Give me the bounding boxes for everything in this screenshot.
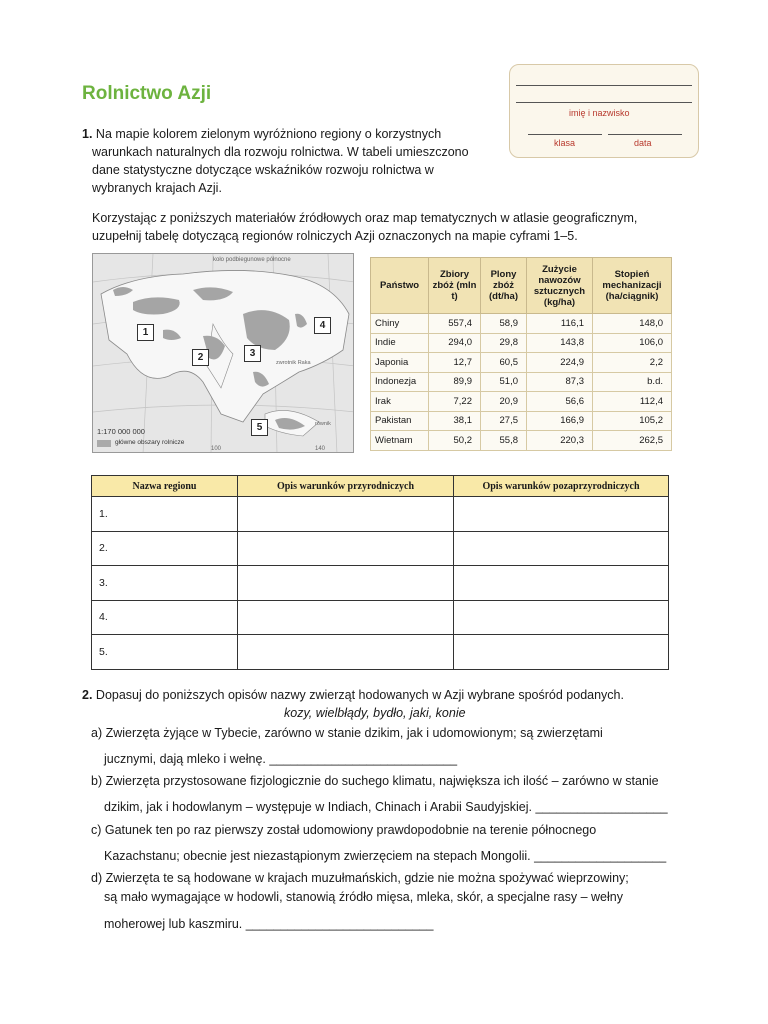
item-b-answer[interactable]: dzikim, jak i hodowlanym – występuje w Indiach, Chinach i Arabii Saudyjskiej. ___________________	[104, 800, 668, 814]
table-cell: 56,6	[527, 392, 593, 412]
table-cell: 166,9	[527, 411, 593, 431]
region-number[interactable]: 1.	[92, 497, 238, 532]
longitude-tick: 100	[211, 446, 222, 452]
table-cell: 60,5	[481, 353, 527, 373]
student-info-box	[509, 64, 699, 158]
table-cell: 294,0	[429, 333, 481, 353]
table-row	[92, 600, 669, 635]
table-cell: Wietnam	[371, 431, 429, 451]
table-cell: 27,5	[481, 411, 527, 431]
class-line[interactable]	[528, 134, 602, 135]
non-natural-conditions-cell[interactable]	[454, 600, 669, 635]
question-text: Dopasuj do poniższych opisów nazwy zwierząt hodowanych w Azji wybrane spośród podanych.	[95, 688, 624, 702]
table-row	[371, 372, 672, 392]
region-number[interactable]: 4.	[92, 600, 238, 635]
table-cell: Indie	[371, 333, 429, 353]
region-number[interactable]: 2.	[92, 531, 238, 566]
map-legend: główne obszary rolnicze	[115, 439, 185, 446]
table-cell: b.d.	[593, 372, 672, 392]
date-label: data	[634, 138, 652, 148]
tropic-label: zwrotnik Raka	[276, 360, 311, 366]
item-d-line2: są mało wymagające w hodowli, stanowią źródło mięsa, mleka, skór, a specjalne rasy – wełny	[104, 890, 623, 904]
question-text: dane statystyczne dotyczące wskaźników rozwoju rolnictwa w	[92, 163, 434, 177]
table-cell: 105,2	[593, 411, 672, 431]
column-header: Opis warunków pozaprzyrodniczych	[454, 476, 669, 497]
non-natural-conditions-cell[interactable]	[454, 531, 669, 566]
table-cell: 106,0	[593, 333, 672, 353]
name-line-2[interactable]	[516, 102, 692, 103]
column-header: Zbiory zbóż (mln t)	[429, 258, 481, 314]
non-natural-conditions-cell[interactable]	[454, 497, 669, 532]
table-cell: 89,9	[429, 372, 481, 392]
question-1-instruction	[92, 209, 637, 245]
map-marker-4: 4	[314, 317, 331, 334]
column-header: Plony zbóż (dt/ha)	[481, 258, 527, 314]
table-row	[92, 566, 669, 601]
table-cell: 51,0	[481, 372, 527, 392]
table-cell: 29,8	[481, 333, 527, 353]
region-number[interactable]: 5.	[92, 635, 238, 670]
natural-conditions-cell[interactable]	[238, 531, 454, 566]
map-marker-2: 2	[192, 349, 209, 366]
non-natural-conditions-cell[interactable]	[454, 635, 669, 670]
table-row	[92, 497, 669, 532]
natural-conditions-cell[interactable]	[238, 600, 454, 635]
table-row	[371, 314, 672, 334]
map-marker-3: 3	[244, 345, 261, 362]
question-1	[82, 125, 469, 197]
table-cell: 116,1	[527, 314, 593, 334]
table-row	[92, 531, 669, 566]
column-header: Państwo	[371, 258, 429, 314]
natural-conditions-cell[interactable]	[238, 566, 454, 601]
table-row	[371, 431, 672, 451]
column-header: Nazwa regionu	[92, 476, 238, 497]
table-row	[371, 353, 672, 373]
table-cell: 12,7	[429, 353, 481, 373]
animal-options: kozy, wielbłądy, bydło, jaki, konie	[284, 706, 466, 720]
table-cell: Chiny	[371, 314, 429, 334]
item-c-answer[interactable]: Kazachstanu; obecnie jest niezastąpionym zwierzęciem na stepach Mongolii. ___________________	[104, 849, 667, 863]
table-cell: 2,2	[593, 353, 672, 373]
question-number: 2.	[82, 688, 93, 702]
question-text: Na mapie kolorem zielonym wyróżniono regiony o korzystnych	[95, 127, 442, 141]
table-row	[371, 392, 672, 412]
table-cell: 20,9	[481, 392, 527, 412]
column-header: Zużycie nawozów sztucznych (kg/ha)	[527, 258, 593, 314]
item-a-answer[interactable]: jucznymi, dają mleko i wełnę. ___________________________	[104, 752, 458, 766]
date-line[interactable]	[608, 134, 682, 135]
non-natural-conditions-cell[interactable]	[454, 566, 669, 601]
question-2	[82, 686, 624, 704]
table-cell: Irak	[371, 392, 429, 412]
answer-table	[91, 475, 669, 670]
column-header: Stopień mechanizacji (ha/ciągnik)	[593, 258, 672, 314]
natural-conditions-cell[interactable]	[238, 497, 454, 532]
arctic-circle-label: koło podbiegunowe północne	[213, 257, 291, 263]
item-d-line1: d) Zwierzęta te są hodowane w krajach muzułmańskich, gdzie nie można spożywać wieprzowiny;	[91, 871, 629, 885]
page-title: Rolnictwo Azji	[82, 83, 212, 104]
item-a-line1: a) Zwierzęta żyjące w Tybecie, zarówno w stanie dzikim, jak i udomowionym; są zwierzętami	[91, 726, 603, 740]
table-cell: 557,4	[429, 314, 481, 334]
table-row	[371, 333, 672, 353]
name-label: imię i nazwisko	[569, 108, 630, 118]
table-row	[92, 635, 669, 670]
natural-conditions-cell[interactable]	[238, 635, 454, 670]
question-text: wybranych krajach Azji.	[92, 181, 222, 195]
table-cell: 148,0	[593, 314, 672, 334]
table-cell: 50,2	[429, 431, 481, 451]
table-cell: 38,1	[429, 411, 481, 431]
table-cell: 262,5	[593, 431, 672, 451]
table-cell: Pakistan	[371, 411, 429, 431]
map-marker-5: 5	[251, 419, 268, 436]
table-row	[371, 411, 672, 431]
column-header: Opis warunków przyrodniczych	[238, 476, 454, 497]
table-cell: 87,3	[527, 372, 593, 392]
question-number: 1.	[82, 127, 93, 141]
question-text: warunkach naturalnych dla rozwoju rolnictwa. W tabeli umieszczono	[92, 145, 469, 159]
item-c-line1: c) Gatunek ten po raz pierwszy został udomowiony prawdopodobnie na terenie północnego	[91, 823, 597, 837]
statistics-table	[370, 257, 672, 451]
asia-agriculture-map	[92, 253, 354, 453]
class-label: klasa	[554, 138, 576, 148]
equator-label: równik	[315, 421, 331, 427]
table-cell: Indonezja	[371, 372, 429, 392]
table-cell: Japonia	[371, 353, 429, 373]
table-cell: 143,8	[527, 333, 593, 353]
instruction-text: Korzystając z poniższych materiałów źródłowych oraz map tematycznych w atlasie geograficznym,	[92, 211, 638, 225]
table-cell: 7,22	[429, 392, 481, 412]
item-b-line1: b) Zwierzęta przystosowane fizjologicznie do suchego klimatu, największa ich ilość – zarówno w stanie	[91, 774, 659, 788]
table-cell: 58,9	[481, 314, 527, 334]
name-line-1[interactable]	[516, 85, 692, 86]
longitude-tick: 140	[315, 446, 326, 452]
instruction-text: uzupełnij tabelę dotyczącą regionów rolniczych Azji oznaczonych na mapie cyframi 1–5.	[92, 229, 578, 243]
table-cell: 224,9	[527, 353, 593, 373]
region-number[interactable]: 3.	[92, 566, 238, 601]
legend-swatch	[97, 440, 111, 447]
table-cell: 112,4	[593, 392, 672, 412]
map-marker-1: 1	[137, 324, 154, 341]
table-cell: 220,3	[527, 431, 593, 451]
item-d-answer[interactable]: moherowej lub kaszmiru. ___________________________	[104, 917, 434, 931]
map-scale: 1:170 000 000	[97, 427, 145, 436]
table-cell: 55,8	[481, 431, 527, 451]
